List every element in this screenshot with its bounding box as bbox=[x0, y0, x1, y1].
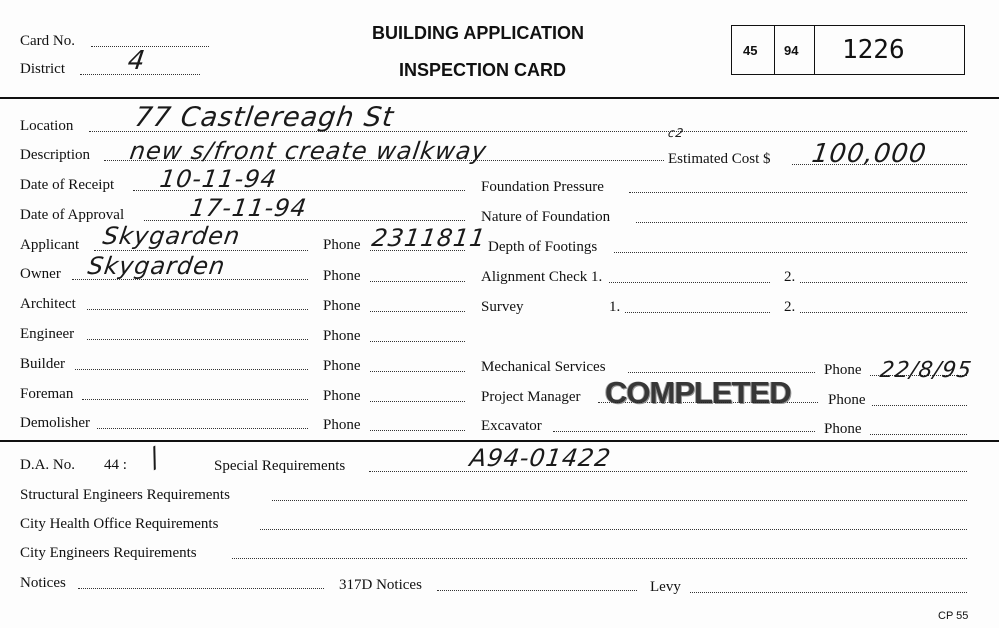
architect-label: Architect bbox=[20, 296, 76, 312]
applicant-label: Applicant bbox=[20, 237, 80, 253]
alignment-check-2-field bbox=[800, 282, 967, 283]
district-label: District bbox=[20, 61, 65, 77]
engineer-phone-field bbox=[370, 341, 465, 342]
owner-phone-field bbox=[370, 281, 465, 282]
reference-number-box bbox=[731, 25, 965, 75]
survey-2-label: 2. bbox=[784, 299, 796, 315]
owner-label: Owner bbox=[20, 266, 61, 282]
owner-phone-label: Phone bbox=[323, 268, 361, 284]
nature-foundation-field bbox=[636, 222, 967, 223]
survey-2-field bbox=[800, 312, 967, 313]
demolisher-phone-field bbox=[370, 430, 465, 431]
structural-field bbox=[272, 500, 967, 501]
card-title-line1: BUILDING APPLICATION bbox=[372, 23, 584, 43]
builder-label: Builder bbox=[20, 356, 65, 372]
da-no-prefix: 44 : bbox=[104, 457, 127, 473]
notices-field bbox=[78, 588, 324, 589]
depth-footings-label: Depth of Footings bbox=[488, 239, 598, 255]
architect-phone-field bbox=[370, 311, 465, 312]
foreman-phone-field bbox=[370, 401, 465, 402]
architect-field bbox=[87, 309, 308, 310]
location-value: 77 Castlereagh St bbox=[132, 102, 397, 133]
mechanical-phone-label: Phone bbox=[824, 362, 862, 378]
notices-317d-label: 317D Notices bbox=[339, 577, 422, 593]
date-approval-label: Date of Approval bbox=[20, 207, 125, 223]
builder-phone-label: Phone bbox=[323, 358, 361, 374]
health-field bbox=[260, 529, 967, 530]
demolisher-field bbox=[97, 428, 308, 429]
builder-phone-field bbox=[370, 371, 465, 372]
notices-label: Notices bbox=[20, 575, 66, 591]
special-requirements-field bbox=[369, 471, 967, 472]
levy-label: Levy bbox=[650, 579, 681, 595]
applicant-value: Skygarden bbox=[101, 222, 243, 250]
excavator-label: Excavator bbox=[481, 418, 542, 434]
cost-note: c2 bbox=[667, 126, 686, 140]
survey-1-label: 1. bbox=[609, 299, 621, 315]
city-engineers-label: City Engineers Requirements bbox=[20, 545, 197, 561]
demolisher-phone-label: Phone bbox=[323, 417, 361, 433]
builder-field bbox=[75, 369, 308, 370]
completed-stamp: COMPLETED bbox=[605, 375, 791, 410]
description-label: Description bbox=[20, 147, 90, 163]
description-value: new s/front create walkway bbox=[128, 137, 489, 165]
date-approval-value: 17-11-94 bbox=[188, 194, 309, 222]
structural-label: Structural Engineers Requirements bbox=[20, 487, 230, 503]
district-value: 4 bbox=[125, 46, 148, 76]
foundation-pressure-field bbox=[629, 192, 967, 193]
survey-1-field bbox=[625, 312, 770, 313]
survey-label: Survey bbox=[481, 299, 524, 315]
card-no-label: Card No. bbox=[20, 33, 75, 49]
da-no-mark: / bbox=[143, 442, 167, 474]
foreman-field bbox=[82, 399, 308, 400]
project-manager-phone-label: Phone bbox=[828, 392, 866, 408]
estimated-cost-value: 100,000 bbox=[809, 139, 929, 169]
applicant-field bbox=[94, 250, 308, 251]
project-manager-phone-field bbox=[872, 405, 967, 406]
nature-foundation-label: Nature of Foundation bbox=[481, 209, 611, 225]
mechanical-field bbox=[628, 372, 815, 373]
demolisher-label: Demolisher bbox=[20, 415, 90, 431]
architect-phone-label: Phone bbox=[323, 298, 361, 314]
special-requirements-label: Special Requirements bbox=[214, 458, 346, 474]
date-receipt-value: 10-11-94 bbox=[158, 165, 279, 193]
city-engineers-field bbox=[232, 558, 967, 559]
mechanical-label: Mechanical Services bbox=[481, 359, 606, 375]
owner-value: Skygarden bbox=[86, 252, 228, 280]
depth-footings-field bbox=[614, 252, 967, 253]
special-requirements-value: A94-01422 bbox=[468, 444, 613, 472]
alignment-check-label: Alignment Check 1. bbox=[481, 269, 603, 285]
footer-divider bbox=[0, 440, 999, 442]
reference-a: 45 bbox=[743, 43, 758, 58]
location-label: Location bbox=[20, 118, 74, 134]
alignment-check-1-field bbox=[609, 282, 770, 283]
engineer-phone-label: Phone bbox=[323, 328, 361, 344]
levy-field bbox=[690, 592, 967, 593]
card-title-line2: INSPECTION CARD bbox=[399, 60, 567, 80]
foundation-pressure-label: Foundation Pressure bbox=[481, 179, 604, 195]
applicant-phone-label: Phone bbox=[323, 237, 361, 253]
estimated-cost-label: Estimated Cost $ bbox=[668, 151, 771, 167]
form-code: CP 55 bbox=[938, 610, 969, 622]
header-divider bbox=[0, 97, 999, 99]
foreman-phone-label: Phone bbox=[323, 388, 361, 404]
card-no-field bbox=[91, 46, 209, 47]
project-manager-label: Project Manager bbox=[481, 389, 581, 405]
alignment-check-2-label: 2. bbox=[784, 269, 796, 285]
excavator-field bbox=[553, 431, 815, 432]
applicant-phone-value: 2311811 bbox=[370, 224, 488, 252]
foreman-label: Foreman bbox=[20, 386, 74, 402]
da-no-label: D.A. No. bbox=[20, 457, 75, 473]
engineer-field bbox=[87, 339, 308, 340]
excavator-phone-field bbox=[870, 434, 967, 435]
date-receipt-label: Date of Receipt bbox=[20, 177, 115, 193]
reference-b: 94 bbox=[784, 43, 799, 58]
engineer-label: Engineer bbox=[20, 326, 75, 342]
mechanical-phone-value: 22/8/95 bbox=[878, 358, 974, 383]
health-label: City Health Office Requirements bbox=[20, 516, 219, 532]
excavator-phone-label: Phone bbox=[824, 421, 862, 437]
notices-317d-field bbox=[437, 590, 637, 591]
reference-number: 1226 bbox=[842, 35, 905, 65]
